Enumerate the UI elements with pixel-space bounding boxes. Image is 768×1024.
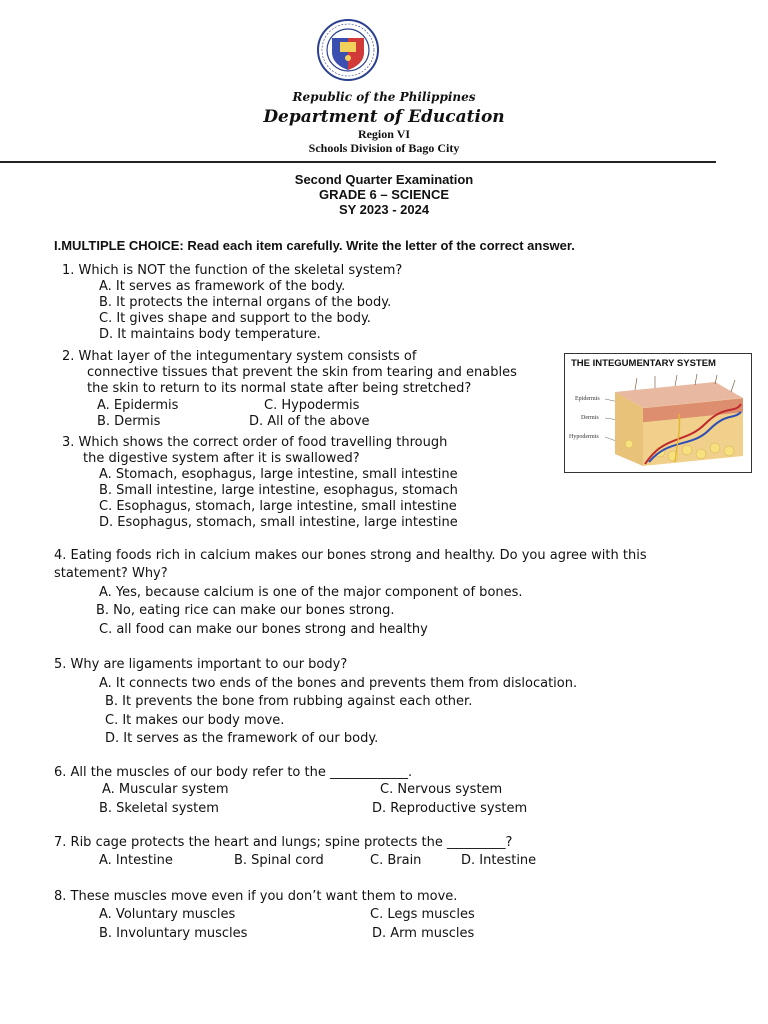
question-1: 1. Which is NOT the function of the skeletal system?: [62, 263, 403, 278]
q4-choice-c: C. all food can make our bones strong and healthy: [99, 622, 428, 637]
q6-choice-c: C. Nervous system: [380, 782, 503, 797]
q4-choice-b: B. No, eating rice can make our bones strong.: [96, 603, 395, 618]
header-divider: [0, 161, 716, 163]
integumentary-figure: [564, 353, 752, 473]
question-6: 6. All the muscles of our body refer to the ____________.: [54, 765, 413, 780]
q2-choice-c: C. Hypodermis: [264, 398, 360, 413]
q1-choice-a: A. It serves as framework of the body.: [99, 279, 346, 294]
q6-choice-d: D. Reproductive system: [372, 801, 528, 816]
q5-choice-a: A. It connects two ends of the bones and prevents them from dislocation.: [99, 676, 578, 691]
q7-choice-a: A. Intestine: [99, 853, 173, 868]
q6-choice-a: A. Muscular system: [102, 782, 229, 797]
label-hypodermis: Hypodermis: [569, 434, 599, 440]
q8-choice-b: B. Involuntary muscles: [99, 926, 248, 941]
division-line: Schools Division of Bago City: [308, 141, 460, 155]
q8-choice-d: D. Arm muscles: [372, 926, 475, 941]
q4-choice-a: A. Yes, because calcium is one of the major component of bones.: [99, 585, 523, 600]
q3-choice-d: D. Esophagus, stomach, small intestine, large intestine: [99, 515, 458, 530]
label-dermis: Dermis: [581, 415, 599, 421]
exam-grade: GRADE 6 – SCIENCE: [318, 187, 450, 202]
department-title: Department of Education: [263, 107, 505, 127]
q2-choice-b: B. Dermis: [97, 414, 161, 429]
q3-choice-a: A. Stomach, esophagus, large intestine, small intestine: [99, 467, 458, 482]
q7-choice-c: C. Brain: [370, 853, 422, 868]
deped-seal: [310, 18, 386, 82]
q1-choice-d: D. It maintains body temperature.: [99, 327, 321, 342]
q1-choice-b: B. It protects the internal organs of the body.: [99, 295, 392, 310]
label-epidermis: Epidermis: [575, 396, 600, 402]
question-7: 7. Rib cage protects the heart and lungs; spine protects the _________?: [54, 835, 513, 850]
republic-line: Republic of the Philippines: [292, 90, 476, 104]
skin-cross-section-illustration: [605, 374, 747, 468]
region-line: Region VI: [357, 127, 411, 141]
question-4-line-2: statement? Why?: [54, 566, 168, 581]
q2-choice-a: A. Epidermis: [97, 398, 179, 413]
figure-title: THE INTEGUMENTARY SYSTEM: [571, 358, 716, 369]
q7-choice-b: B. Spinal cord: [234, 853, 324, 868]
q3-choice-b: B. Small intestine, large intestine, esophagus, stomach: [99, 483, 458, 498]
q8-choice-a: A. Voluntary muscles: [99, 907, 236, 922]
question-3-line-2: the digestive system after it is swallowed?: [83, 451, 360, 466]
q2-choice-d: D. All of the above: [249, 414, 370, 429]
exam-title: Second Quarter Examination: [294, 172, 474, 187]
q6-choice-b: B. Skeletal system: [99, 801, 219, 816]
question-4: 4. Eating foods rich in calcium makes our bones strong and healthy. Do you agree with this: [54, 548, 647, 563]
question-3: 3. Which shows the correct order of food travelling through: [62, 435, 448, 450]
q7-choice-d: D. Intestine: [461, 853, 537, 868]
q3-choice-c: C. Esophagus, stomach, large intestine, small intestine: [99, 499, 457, 514]
question-2-line-3: the skin to return to its normal state after being stretched?: [87, 381, 472, 396]
question-2-line-2: connective tissues that prevent the skin from tearing and enables: [87, 365, 517, 380]
q1-choice-c: C. It gives shape and support to the body.: [99, 311, 371, 326]
q5-choice-b: B. It prevents the bone from rubbing against each other.: [105, 694, 473, 709]
q5-choice-d: D. It serves as the framework of our body.: [105, 731, 379, 746]
question-2: 2. What layer of the integumentary system consists of: [62, 349, 417, 364]
question-8: 8. These muscles move even if you don’t want them to move.: [54, 889, 458, 904]
instructions: I.MULTIPLE CHOICE: Read each item carefully. Write the letter of the correct answer.: [54, 238, 575, 253]
exam-year: SY 2023 - 2024: [338, 202, 430, 217]
q8-choice-c: C. Legs muscles: [370, 907, 475, 922]
question-5: 5. Why are ligaments important to our body?: [54, 657, 348, 672]
q5-choice-c: C. It makes our body move.: [105, 713, 285, 728]
